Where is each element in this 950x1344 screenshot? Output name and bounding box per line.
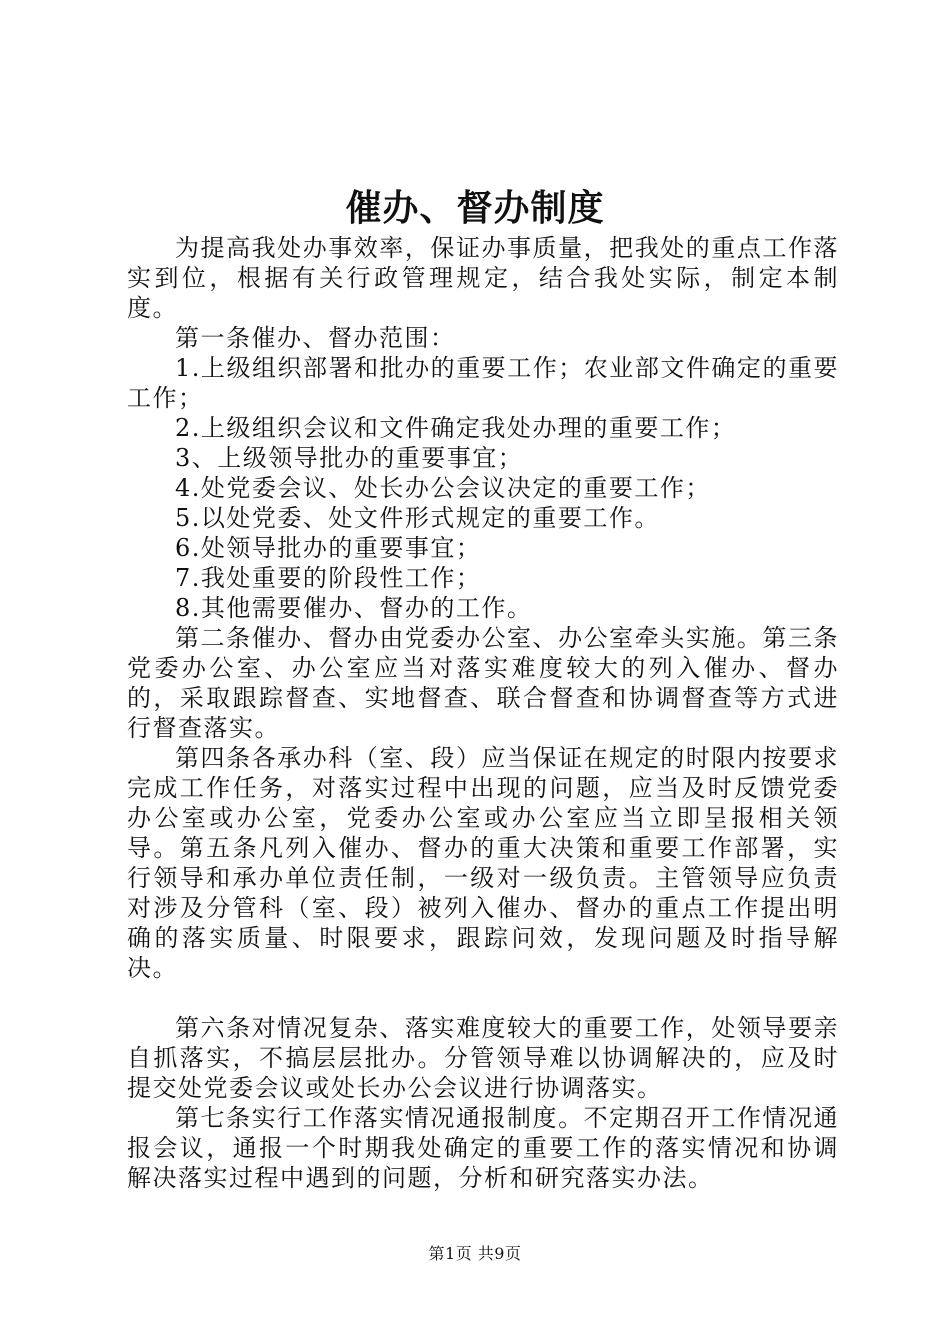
list-item: 2.上级组织会议和文件确定我处办理的重要工作； [175,414,737,442]
list-item: 3、上级领导批办的重要事宜； [175,444,524,472]
document-body [127,233,839,1193]
list-item: 5.以处党委、处文件形式规定的重要工作。 [175,504,660,532]
paragraph-spacer [127,983,839,1013]
paragraph-article-2-3: 第二条催办、督办由党委办公室、办公室牵头实施。第三条党委办公室、办公室应当对落实难度较大的列入催办、督办的，采取跟踪督查、实地督查、联合督查和协调督查等方式进行督查落实。 [127,624,839,742]
paragraph-article-4-5: 第四条各承办科（室、段）应当保证在规定的时限内按要求完成工作任务，对落实过程中出现的问题，应当及时反馈党委办公室或办公室，党委办公室或办公室应当立即呈报相关领导。第五条凡列入催办、督办的重大决策和重要工作部署，实行领导和承办单位责任制，一级对一级负责。主管领导应负责对涉及分管科（室、段）被列入催办、督办的重点工作提出明确的落实质量、时限要求，跟踪问效，发现问题及时指导解决。 [127,744,839,982]
list-item: 4.处党委会议、处长办公会议决定的重要工作； [175,474,711,502]
paragraph-article-1: 第一条催办、督办范围： [175,324,456,352]
page-footer: 第1页 共9页 [428,1244,522,1263]
paragraph-article-7: 第七条实行工作落实情况通报制度。不定期召开工作情况通报会议，通报一个时期我处确定的重要工作的落实情况和协调解决落实过程中遇到的问题，分析和研究落实办法。 [127,1104,839,1192]
list-item: 6.处领导批办的重要事宜； [175,534,482,562]
list-item: 7.我处重要的阶段性工作； [175,564,482,592]
paragraph-intro: 为提高我处办事效率，保证办事质量，把我处的重点工作落实到位，根据有关行政管理规定，结合我处实际，制定本制度。 [127,234,839,322]
list-item: 1.上级组织部署和批办的重要工作；农业部文件确定的重要工作； [127,354,839,412]
list-item: 8.其他需要催办、督办的工作。 [175,594,533,622]
paragraph-article-6: 第六条对情况复杂、落实难度较大的重要工作，处领导要亲自抓落实，不搞层层批办。分管领导难以协调解决的，应及时提交处党委会议或处长办公会议进行协调落实。 [127,1014,839,1102]
document-title: 催办、督办制度 [345,187,605,229]
